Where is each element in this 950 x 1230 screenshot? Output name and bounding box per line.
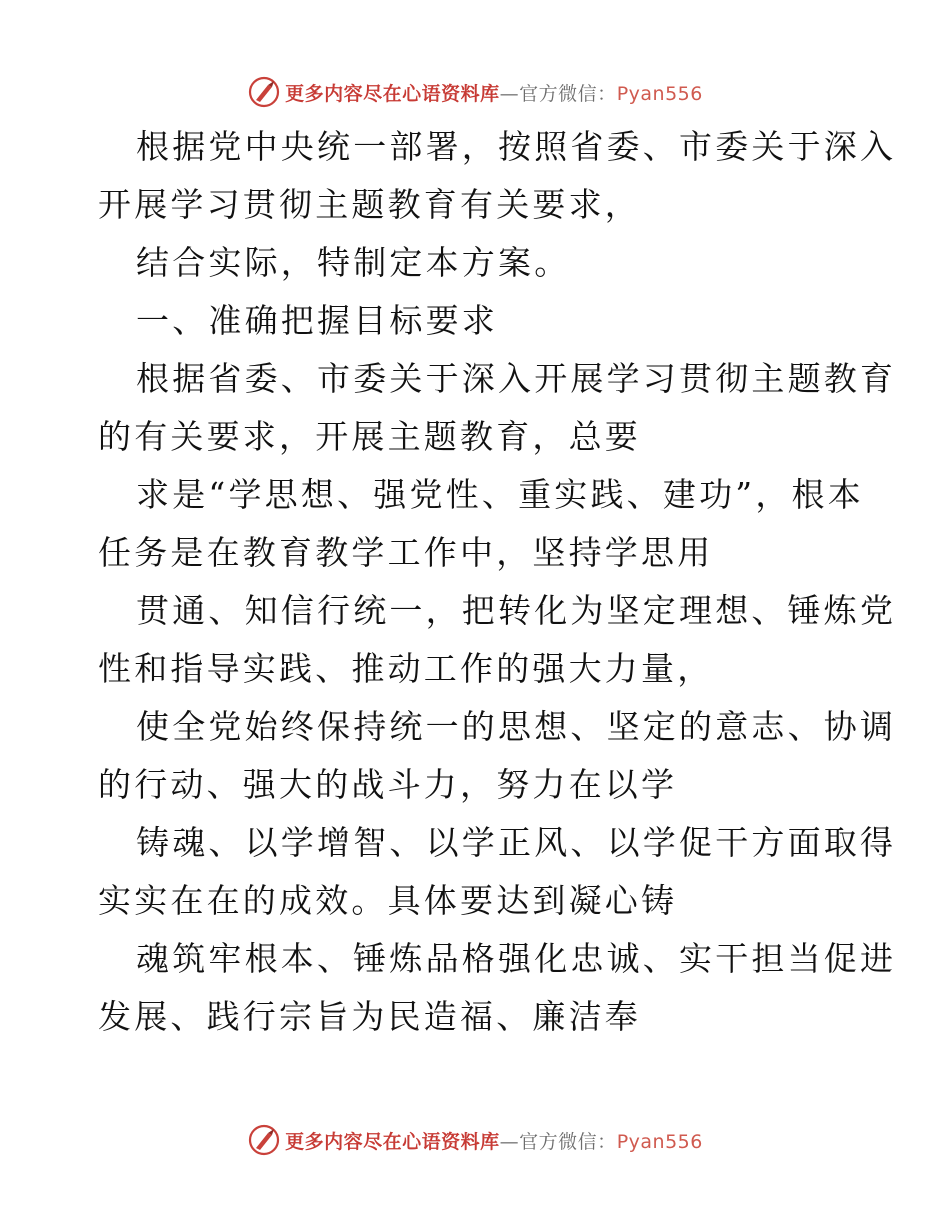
text-line: 根据省委、市委关于深入开展学习贯彻主题教育	[136, 359, 897, 398]
quill-pen-circle-icon	[247, 75, 281, 109]
watermark-text	[285, 79, 703, 106]
watermark-wechat-id: Pyan556	[616, 82, 703, 105]
watermark-text	[285, 1127, 703, 1154]
section-heading: 一、准确把握目标要求	[136, 301, 498, 340]
text-line: 使全党始终保持统一的思想、坚定的意志、协调	[136, 707, 897, 746]
text-line: 实实在在的成效。具体要达到凝心铸	[98, 881, 678, 920]
header-watermark	[0, 72, 950, 112]
watermark-wechat-id: Pyan556	[616, 1130, 703, 1153]
document-body	[98, 118, 897, 1046]
text-line: 发展、践行宗旨为民造福、廉洁奉	[98, 997, 641, 1036]
text-line: 开展学习贯彻主题教育有关要求，	[98, 185, 641, 224]
text-line: 的有关要求，开展主题教育，总要	[98, 417, 641, 456]
text-line: 贯通、知信行统一，把转化为坚定理想、锤炼党	[136, 591, 897, 630]
text-line: 结合实际，特制定本方案。	[136, 243, 571, 282]
text-line: 根据党中央统一部署，按照省委、市委关于深入	[136, 127, 897, 166]
quill-pen-circle-icon	[247, 1123, 281, 1157]
watermark-official-label: 官方微信：	[519, 1130, 617, 1153]
text-line: 求是“学思想、强党性、重实践、建功”，根本	[136, 475, 864, 514]
watermark-dash: —	[499, 1130, 520, 1153]
text-line: 任务是在教育教学工作中，坚持学思用	[98, 533, 714, 572]
text-line: 的行动、强大的战斗力，努力在以学	[98, 765, 678, 804]
footer-watermark	[0, 1120, 950, 1160]
text-line: 魂筑牢根本、锤炼品格强化忠诚、实干担当促进	[136, 939, 897, 978]
watermark-brand: 更多内容尽在心语资料库	[285, 82, 500, 105]
text-line: 性和指导实践、推动工作的强大力量，	[98, 649, 714, 688]
text-line: 铸魂、以学增智、以学正风、以学促干方面取得	[136, 823, 897, 862]
watermark-brand: 更多内容尽在心语资料库	[285, 1130, 500, 1153]
watermark-official-label: 官方微信：	[519, 82, 617, 105]
watermark-dash: —	[499, 82, 520, 105]
